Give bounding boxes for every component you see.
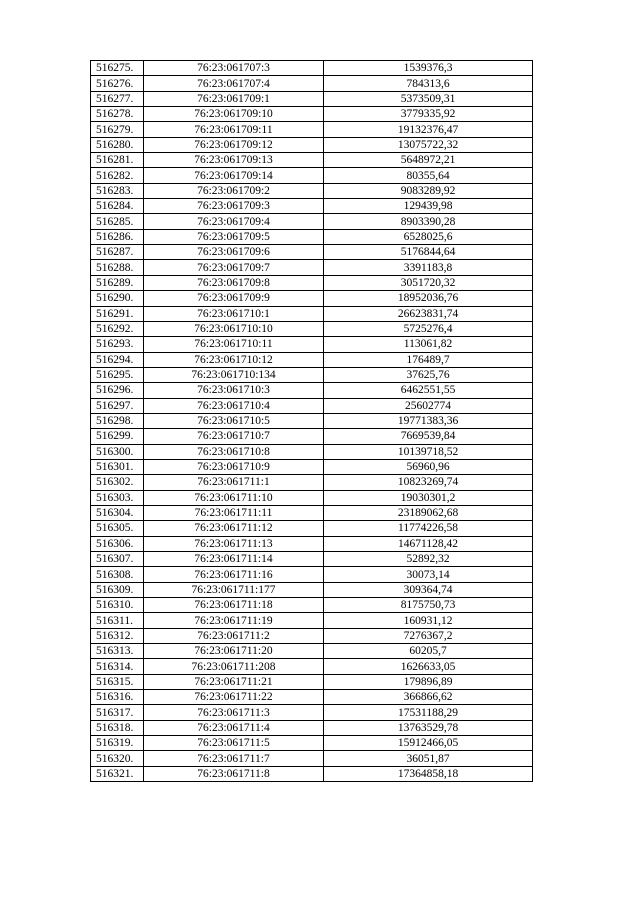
row-number-cell: 516296.: [91, 383, 144, 398]
cadastral-number-cell: 76:23:061711:2: [144, 628, 324, 643]
value-cell: 19771383,36: [324, 413, 533, 428]
row-number-cell: 516290.: [91, 291, 144, 306]
table-body: [91, 61, 533, 782]
cadastral-number-cell: 76:23:061711:14: [144, 552, 324, 567]
value-cell: 366866,62: [324, 690, 533, 705]
cadastral-number-cell: 76:23:061709:8: [144, 275, 324, 290]
row-number-cell: 516291.: [91, 306, 144, 321]
value-cell: 3391183,8: [324, 260, 533, 275]
cadastral-number-cell: 76:23:061710:11: [144, 337, 324, 352]
row-number-cell: 516299.: [91, 429, 144, 444]
row-number-cell: 516305.: [91, 521, 144, 536]
value-cell: 129439,98: [324, 199, 533, 214]
cadastral-number-cell: 76:23:061709:5: [144, 229, 324, 244]
cadastral-number-cell: 76:23:061711:1: [144, 475, 324, 490]
value-cell: 23189062,68: [324, 505, 533, 520]
table-row: [91, 214, 533, 229]
value-cell: 6462551,55: [324, 383, 533, 398]
row-number-cell: 516297.: [91, 398, 144, 413]
table-row: [91, 229, 533, 244]
table-row: [91, 475, 533, 490]
value-cell: 9083289,92: [324, 183, 533, 198]
row-number-cell: 516279.: [91, 122, 144, 137]
row-number-cell: 516320.: [91, 751, 144, 766]
row-number-cell: 516319.: [91, 736, 144, 751]
row-number-cell: 516307.: [91, 552, 144, 567]
value-cell: 10823269,74: [324, 475, 533, 490]
cadastral-number-cell: 76:23:061710:10: [144, 321, 324, 336]
value-cell: 3779335,92: [324, 107, 533, 122]
value-cell: 5176844,64: [324, 245, 533, 260]
row-number-cell: 516283.: [91, 183, 144, 198]
table-row: [91, 153, 533, 168]
row-number-cell: 516310.: [91, 598, 144, 613]
cadastral-number-cell: 76:23:061709:6: [144, 245, 324, 260]
value-cell: 18952036,76: [324, 291, 533, 306]
row-number-cell: 516282.: [91, 168, 144, 183]
cadastral-number-cell: 76:23:061711:12: [144, 521, 324, 536]
table-row: [91, 598, 533, 613]
cadastral-number-cell: 76:23:061709:14: [144, 168, 324, 183]
table-row: [91, 398, 533, 413]
cadastral-number-cell: 76:23:061709:2: [144, 183, 324, 198]
row-number-cell: 516275.: [91, 61, 144, 76]
table-row: [91, 628, 533, 643]
table-row: [91, 567, 533, 582]
cadastral-number-cell: 76:23:061710:7: [144, 429, 324, 444]
table-row: [91, 76, 533, 91]
value-cell: 13075722,32: [324, 137, 533, 152]
value-cell: 80355,64: [324, 168, 533, 183]
table-row: [91, 183, 533, 198]
cadastral-number-cell: 76:23:061711:177: [144, 582, 324, 597]
value-cell: 8903390,28: [324, 214, 533, 229]
table-row: [91, 690, 533, 705]
table-row: [91, 137, 533, 152]
table-row: [91, 705, 533, 720]
table-row: [91, 383, 533, 398]
row-number-cell: 516287.: [91, 245, 144, 260]
value-cell: 19132376,47: [324, 122, 533, 137]
value-cell: 1626633,05: [324, 659, 533, 674]
row-number-cell: 516277.: [91, 91, 144, 106]
row-number-cell: 516284.: [91, 199, 144, 214]
value-cell: 113061,82: [324, 337, 533, 352]
value-cell: 13763529,78: [324, 720, 533, 735]
table-row: [91, 306, 533, 321]
value-cell: 7669539,84: [324, 429, 533, 444]
row-number-cell: 516298.: [91, 413, 144, 428]
row-number-cell: 516288.: [91, 260, 144, 275]
table-row: [91, 107, 533, 122]
cadastral-number-cell: 76:23:061711:3: [144, 705, 324, 720]
table-row: [91, 459, 533, 474]
cadastral-number-cell: 76:23:061711:13: [144, 536, 324, 551]
value-cell: 11774226,58: [324, 521, 533, 536]
cadastral-number-cell: 76:23:061711:16: [144, 567, 324, 582]
value-cell: 26623831,74: [324, 306, 533, 321]
table-row: [91, 352, 533, 367]
table-row: [91, 413, 533, 428]
value-cell: 5373509,31: [324, 91, 533, 106]
cadastral-number-cell: 76:23:061711:11: [144, 505, 324, 520]
row-number-cell: 516315.: [91, 674, 144, 689]
value-cell: 10139718,52: [324, 444, 533, 459]
table-row: [91, 659, 533, 674]
row-number-cell: 516289.: [91, 275, 144, 290]
value-cell: 60205,7: [324, 644, 533, 659]
table-row: [91, 644, 533, 659]
value-cell: 7276367,2: [324, 628, 533, 643]
row-number-cell: 516318.: [91, 720, 144, 735]
cadastral-number-cell: 76:23:061709:9: [144, 291, 324, 306]
cadastral-number-cell: 76:23:061711:19: [144, 613, 324, 628]
row-number-cell: 516300.: [91, 444, 144, 459]
value-cell: 160931,12: [324, 613, 533, 628]
row-number-cell: 516281.: [91, 153, 144, 168]
table-row: [91, 122, 533, 137]
value-cell: 176489,7: [324, 352, 533, 367]
value-cell: 37625,76: [324, 367, 533, 382]
table-row: [91, 199, 533, 214]
value-cell: 17531188,29: [324, 705, 533, 720]
cadastral-number-cell: 76:23:061710:3: [144, 383, 324, 398]
cadastral-number-cell: 76:23:061709:3: [144, 199, 324, 214]
cadastral-number-cell: 76:23:061711:21: [144, 674, 324, 689]
table-row: [91, 736, 533, 751]
cadastral-number-cell: 76:23:061710:12: [144, 352, 324, 367]
row-number-cell: 516304.: [91, 505, 144, 520]
table-row: [91, 582, 533, 597]
cadastral-number-cell: 76:23:061711:18: [144, 598, 324, 613]
value-cell: 52892,32: [324, 552, 533, 567]
cadastral-number-cell: 76:23:061711:8: [144, 766, 324, 781]
row-number-cell: 516312.: [91, 628, 144, 643]
cadastral-number-cell: 76:23:061710:4: [144, 398, 324, 413]
cadastral-number-cell: 76:23:061709:12: [144, 137, 324, 152]
table-row: [91, 91, 533, 106]
cadastral-number-cell: 76:23:061710:1: [144, 306, 324, 321]
table-row: [91, 720, 533, 735]
table-row: [91, 429, 533, 444]
row-number-cell: 516293.: [91, 337, 144, 352]
cadastral-number-cell: 76:23:061711:7: [144, 751, 324, 766]
row-number-cell: 516285.: [91, 214, 144, 229]
row-number-cell: 516295.: [91, 367, 144, 382]
table-row: [91, 521, 533, 536]
value-cell: 3051720,32: [324, 275, 533, 290]
table-row: [91, 766, 533, 781]
cadastral-number-cell: 76:23:061709:7: [144, 260, 324, 275]
table-row: [91, 337, 533, 352]
row-number-cell: 516313.: [91, 644, 144, 659]
row-number-cell: 516286.: [91, 229, 144, 244]
table-row: [91, 291, 533, 306]
cadastral-number-cell: 76:23:061710:134: [144, 367, 324, 382]
cadastral-number-cell: 76:23:061709:1: [144, 91, 324, 106]
value-cell: 5648972,21: [324, 153, 533, 168]
table-row: [91, 260, 533, 275]
table-row: [91, 490, 533, 505]
cadastral-number-cell: 76:23:061710:5: [144, 413, 324, 428]
row-number-cell: 516306.: [91, 536, 144, 551]
table-row: [91, 245, 533, 260]
cadastral-value-table: [90, 60, 533, 782]
row-number-cell: 516301.: [91, 459, 144, 474]
table-row: [91, 751, 533, 766]
cadastral-number-cell: 76:23:061707:3: [144, 61, 324, 76]
cadastral-number-cell: 76:23:061711:5: [144, 736, 324, 751]
row-number-cell: 516311.: [91, 613, 144, 628]
cadastral-number-cell: 76:23:061710:8: [144, 444, 324, 459]
table-row: [91, 367, 533, 382]
row-number-cell: 516309.: [91, 582, 144, 597]
row-number-cell: 516303.: [91, 490, 144, 505]
cadastral-number-cell: 76:23:061711:10: [144, 490, 324, 505]
cadastral-number-cell: 76:23:061710:9: [144, 459, 324, 474]
cadastral-number-cell: 76:23:061711:208: [144, 659, 324, 674]
row-number-cell: 516308.: [91, 567, 144, 582]
cadastral-number-cell: 76:23:061709:4: [144, 214, 324, 229]
value-cell: 15912466,05: [324, 736, 533, 751]
row-number-cell: 516317.: [91, 705, 144, 720]
table-row: [91, 275, 533, 290]
table-row: [91, 505, 533, 520]
cadastral-number-cell: 76:23:061709:10: [144, 107, 324, 122]
cadastral-number-cell: 76:23:061707:4: [144, 76, 324, 91]
row-number-cell: 516278.: [91, 107, 144, 122]
table-row: [91, 536, 533, 551]
row-number-cell: 516276.: [91, 76, 144, 91]
cadastral-number-cell: 76:23:061711:20: [144, 644, 324, 659]
row-number-cell: 516314.: [91, 659, 144, 674]
value-cell: 309364,74: [324, 582, 533, 597]
value-cell: 14671128,42: [324, 536, 533, 551]
cadastral-number-cell: 76:23:061711:22: [144, 690, 324, 705]
value-cell: 179896,89: [324, 674, 533, 689]
value-cell: 6528025,6: [324, 229, 533, 244]
table-row: [91, 613, 533, 628]
table-row: [91, 321, 533, 336]
value-cell: 19030301,2: [324, 490, 533, 505]
row-number-cell: 516292.: [91, 321, 144, 336]
row-number-cell: 516302.: [91, 475, 144, 490]
value-cell: 56960,96: [324, 459, 533, 474]
table-row: [91, 674, 533, 689]
row-number-cell: 516316.: [91, 690, 144, 705]
value-cell: 36051,87: [324, 751, 533, 766]
row-number-cell: 516280.: [91, 137, 144, 152]
table-row: [91, 168, 533, 183]
value-cell: 784313,6: [324, 76, 533, 91]
cadastral-number-cell: 76:23:061709:13: [144, 153, 324, 168]
table-row: [91, 552, 533, 567]
value-cell: 17364858,18: [324, 766, 533, 781]
row-number-cell: 516294.: [91, 352, 144, 367]
value-cell: 1539376,3: [324, 61, 533, 76]
table-row: [91, 61, 533, 76]
row-number-cell: 516321.: [91, 766, 144, 781]
value-cell: 25602774: [324, 398, 533, 413]
cadastral-number-cell: 76:23:061709:11: [144, 122, 324, 137]
value-cell: 5725276,4: [324, 321, 533, 336]
cadastral-number-cell: 76:23:061711:4: [144, 720, 324, 735]
value-cell: 30073,14: [324, 567, 533, 582]
table-row: [91, 444, 533, 459]
value-cell: 8175750,73: [324, 598, 533, 613]
